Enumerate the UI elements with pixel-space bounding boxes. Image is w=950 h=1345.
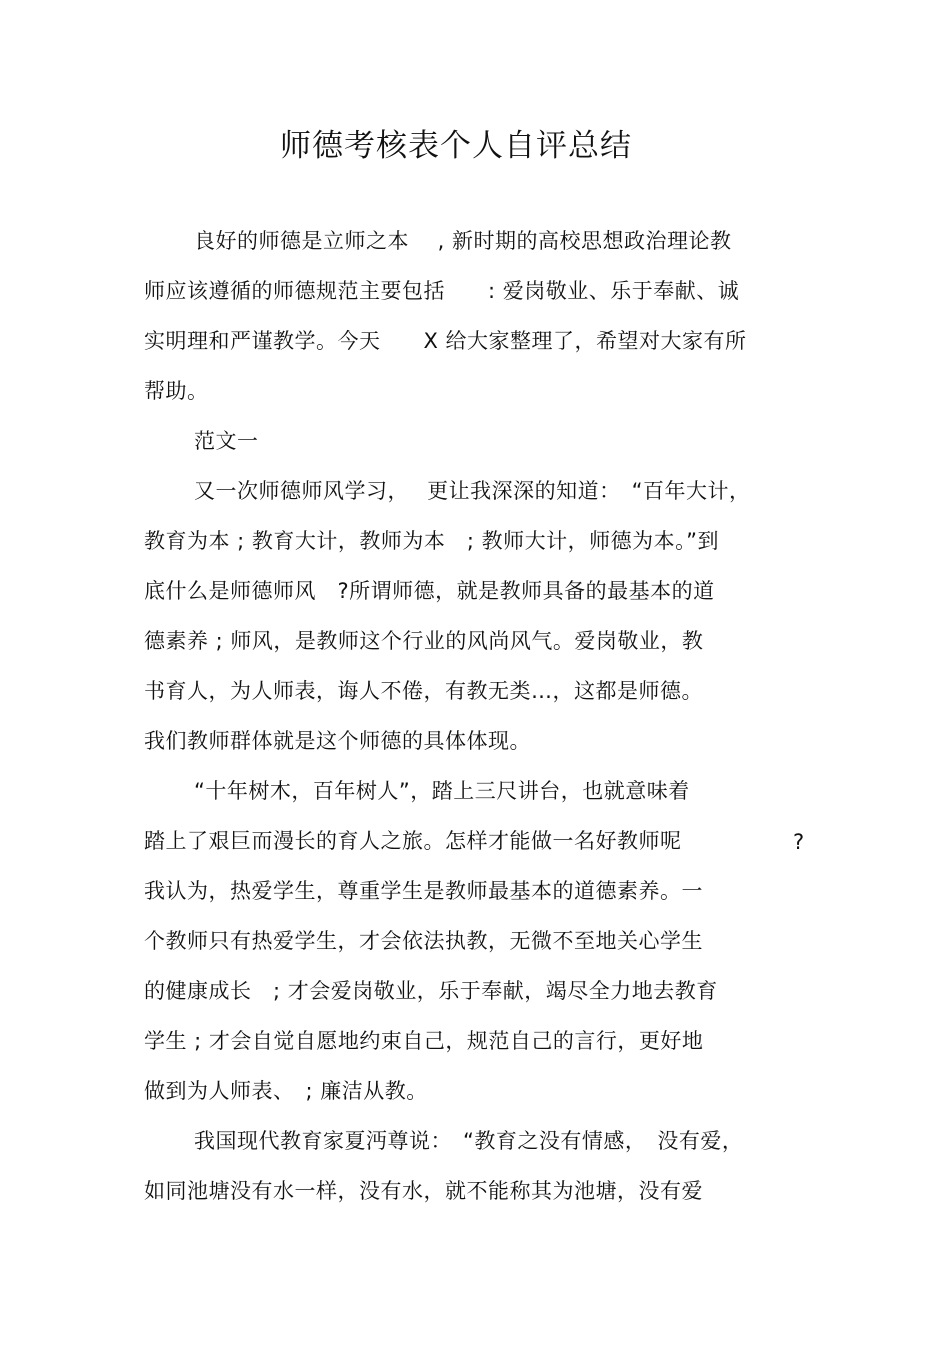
question-mark: ?	[793, 830, 805, 854]
paragraph-line: 我认为，热爱学生，尊重学生是教师最基本的道德素养。一	[144, 879, 703, 903]
paragraph-line: 我国现代教育家夏沔尊说： “教育之没有情感， 没有爱，	[194, 1129, 744, 1153]
paragraph-line: 实明理和严谨教学。今天 X 给大家整理了，希望对大家有所	[144, 329, 747, 353]
paragraph-line: 书育人，为人师表，诲人不倦，有教无类…，这都是师德。	[144, 679, 703, 703]
paragraph-line: 帮助。	[144, 379, 209, 403]
paragraph-line: 做到为人师表、 ; 廉洁从教。	[144, 1079, 428, 1103]
paragraph-line: “十年树木，百年树人”，踏上三尺讲台，也就意味着	[194, 779, 690, 803]
paragraph-line: 师应该遵循的师德规范主要包括 : 爱岗敬业、乐于奉献、诚	[144, 279, 740, 303]
paragraph-line: 教育为本 ; 教育大计，教师为本 ; 教师大计，师德为本。”到	[144, 529, 720, 553]
paragraph-line: 如同池塘没有水一样，没有水，就不能称其为池塘，没有爱	[144, 1179, 703, 1203]
paragraph-line: 学生 ; 才会自觉自愿地约束自己，规范自己的言行，更好地	[144, 1029, 704, 1053]
paragraph-line: 底什么是师德师风 ?所谓师德，就是教师具备的最基本的道	[144, 579, 715, 603]
paragraph-line: 良好的师德是立师之本 , 新时期的高校思想政治理论教	[194, 229, 732, 253]
paragraph-line: 我们教师群体就是这个师德的具体体现。	[144, 729, 531, 753]
paragraph-line: 个教师只有热爱学生，才会依法执教，无微不至地关心学生	[144, 929, 703, 953]
paragraph-line: 又一次师德师风学习， 更让我深深的知道： “百年大计，	[194, 479, 751, 503]
paragraph-line: 的健康成长 ; 才会爱岗敬业，乐于奉献，竭尽全力地去教育	[144, 979, 718, 1003]
paragraph-line: 德素养 ; 师风，是教师这个行业的风尚风气。爱岗敬业，教	[144, 629, 704, 653]
page-title: 师德考核表个人自评总结	[280, 128, 632, 164]
section-heading: 范文一	[194, 429, 259, 453]
paragraph-line: 踏上了艰巨而漫长的育人之旅。怎样才能做一名好教师呢	[144, 829, 682, 853]
